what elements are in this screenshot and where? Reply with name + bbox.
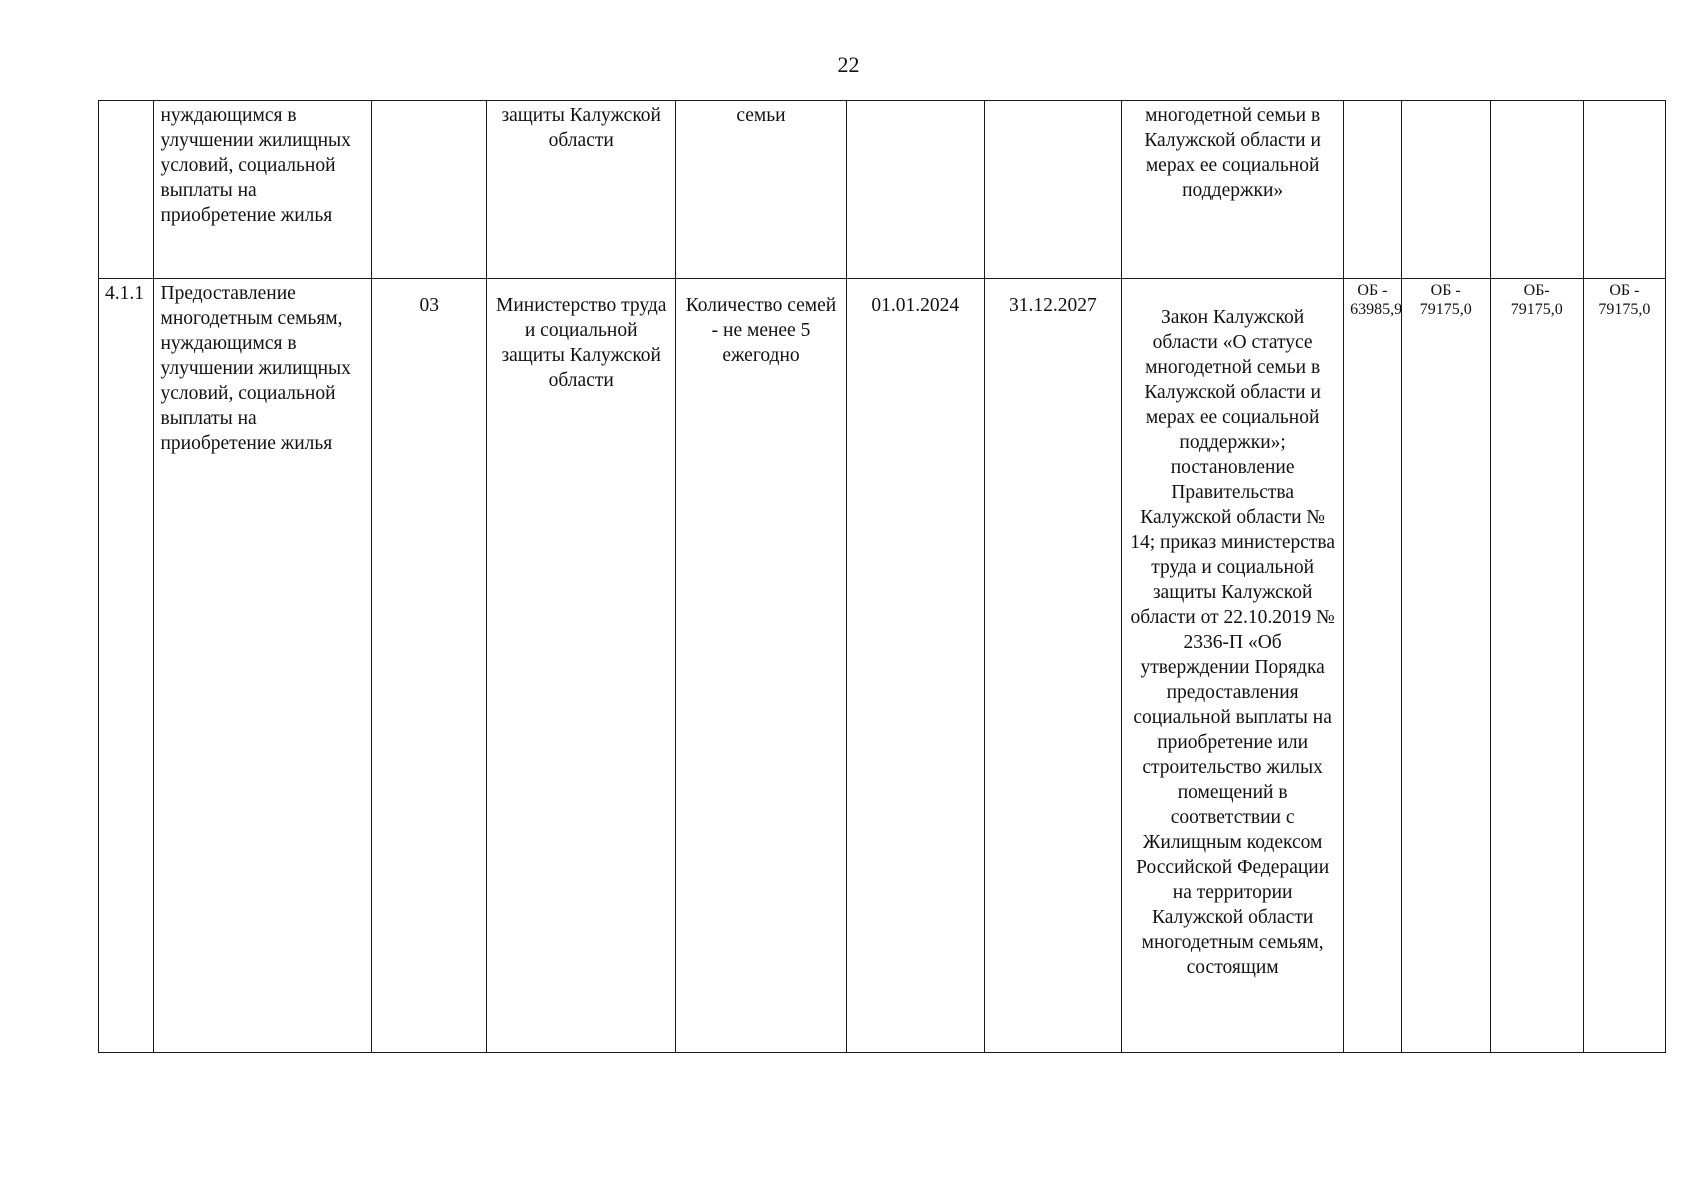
cell-funding-1: ОБ - 63985,9 (1344, 279, 1402, 1053)
cell-executor: защиты Калужской области (487, 101, 676, 279)
page-number: 22 (837, 52, 860, 77)
cell-start-date: 01.01.2024 (846, 279, 984, 1053)
cell-description: Предоставление многодетным семьям, нуждающимся в улучшении жилищных условий, социальной выплаты на приобретение жилья (154, 279, 372, 1053)
cell-funding-1 (1344, 101, 1402, 279)
program-activities-table (98, 100, 1666, 1053)
cell-description: нуждающимся в улучшении жилищных условий, социальной выплаты на приобретение жилья (154, 101, 372, 279)
cell-number: 4.1.1 (99, 279, 154, 1053)
cell-code: 03 (371, 279, 486, 1053)
cell-legal-basis: многодетной семьи в Калужской области и мерах ее социальной поддержки» (1122, 101, 1344, 279)
cell-indicator: семьи (676, 101, 847, 279)
cell-funding-2 (1401, 101, 1490, 279)
cell-executor: Министерство труда и социальной защиты Калужской области (487, 279, 676, 1053)
cell-funding-2: ОБ - 79175,0 (1401, 279, 1490, 1053)
cell-legal-basis: Закон Калужской области «О статусе многодетной семьи в Калужской области и мерах ее социальной поддержки»; постановление Правительства Калужской области № 14; приказ министерства труда и социальной защиты Калужской области от 22.10.2019 № 2336-П «Об утверждении Порядка предоставления социальной выплаты на приобретение или строительство жилых помещений в соответствии с Жилищным кодексом Российской Федерации на территории Калужской области многодетным семьям, состоящим (1122, 279, 1344, 1053)
table-row-activity (99, 279, 1666, 1053)
cell-end-date: 31.12.2027 (984, 279, 1122, 1053)
cell-end-date (984, 101, 1122, 279)
cell-funding-3 (1490, 101, 1583, 279)
cell-funding-3: ОБ- 79175,0 (1490, 279, 1583, 1053)
cell-indicator: Количество семей - не менее 5 ежегодно (676, 279, 847, 1053)
cell-start-date (846, 101, 984, 279)
cell-funding-4: ОБ - 79175,0 (1583, 279, 1665, 1053)
cell-funding-4 (1583, 101, 1665, 279)
table-row-continuation (99, 101, 1666, 279)
cell-number (99, 101, 154, 279)
cell-code (371, 101, 486, 279)
